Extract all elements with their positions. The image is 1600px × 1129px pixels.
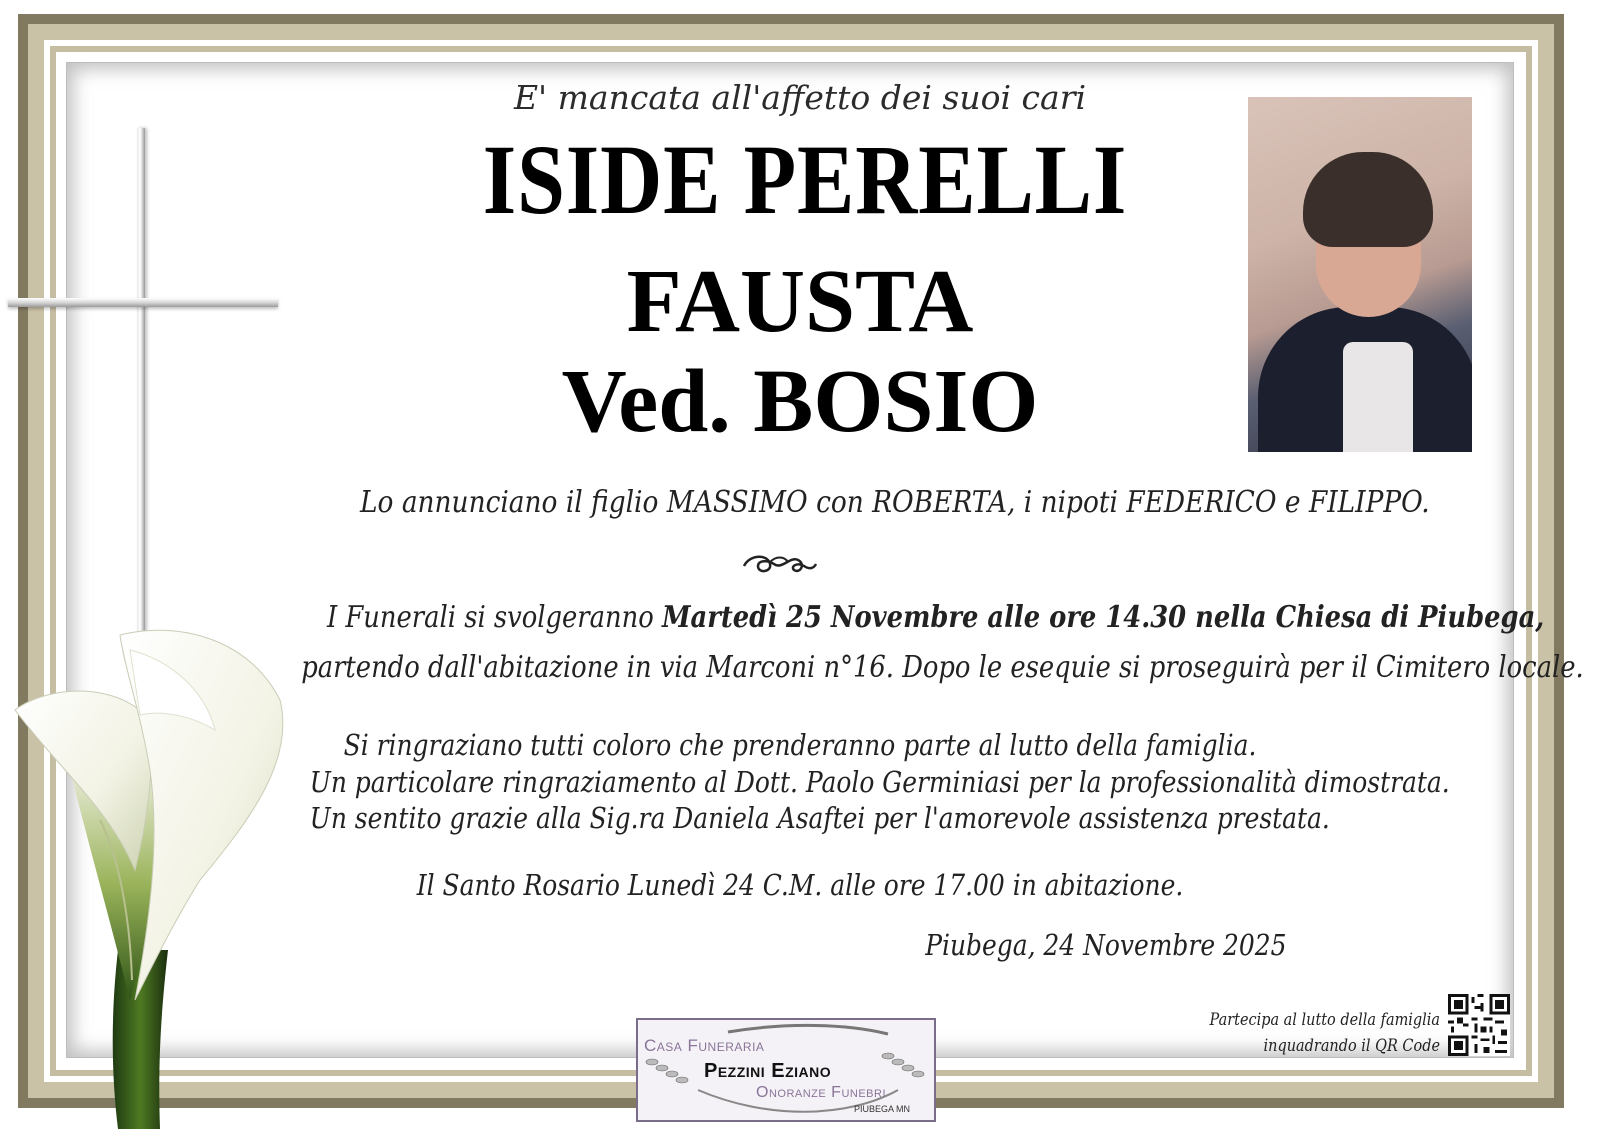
place-date: Piubega, 24 Novembre 2025 xyxy=(925,928,1287,962)
cross-icon-vertical xyxy=(137,128,145,648)
thanks-line-2: Un particolare ringraziamento al Dott. Paolo Germiniasi per la professionalità dimostrata. xyxy=(309,765,1450,799)
qr-caption-line-2: inquadrando il QR Code xyxy=(1263,1036,1440,1056)
calla-lily-icon xyxy=(0,620,300,1129)
logo-line-2: Pezzini Eziano xyxy=(704,1060,832,1082)
deceased-name: ISIDE PERELLI xyxy=(482,124,1128,235)
thanks-line-1: Si ringraziano tutti coloro che prenderanno parte al lutto della famiglia. xyxy=(343,728,1257,762)
portrait-photo xyxy=(1248,97,1472,452)
intro-text: E' mancata all'affetto dei suoi cari xyxy=(513,78,1087,117)
rosary-text: Il Santo Rosario Lunedì 24 C.M. alle ore 17.00 in abitazione. xyxy=(416,868,1184,902)
funeral-date-emphasis: Martedì 25 Novembre alle ore 14.30 nella Chiesa di Piubega, xyxy=(661,600,1545,635)
qr-code-icon[interactable] xyxy=(1448,994,1510,1056)
thanks-line-3: Un sentito grazie alla Sig.ra Daniela Asaftei per l'amorevole assistenza prestata. xyxy=(309,801,1330,835)
announcement-text: Lo annunciano il figlio MASSIMO con ROBERTA, i nipoti FEDERICO e FILIPPO. xyxy=(360,485,1430,520)
ornament-icon xyxy=(740,548,820,580)
deceased-second-name: FAUSTA xyxy=(626,252,974,351)
funeral-home-logo xyxy=(636,1018,936,1122)
funeral-details-line2: partendo dall'abitazione in via Marconi n°16. Dopo le esequie si proseguirà per il Cimitero locale. xyxy=(301,650,1584,685)
qr-caption-line-1: Partecipa al lutto della famiglia xyxy=(1209,1010,1440,1030)
logo-line-1: Casa Funeraria xyxy=(644,1036,765,1055)
logo-line-3: Onoranze Funebri xyxy=(756,1084,887,1101)
funeral-details-line1: I Funerali si svolgeranno Martedì 25 Novembre alle ore 14.30 nella Chiesa di Piubega, xyxy=(327,600,1545,635)
cross-icon-horizontal xyxy=(8,298,278,307)
logo-location: PIUBEGA MN xyxy=(854,1104,911,1114)
widow-of: Ved. BOSIO xyxy=(561,352,1039,451)
